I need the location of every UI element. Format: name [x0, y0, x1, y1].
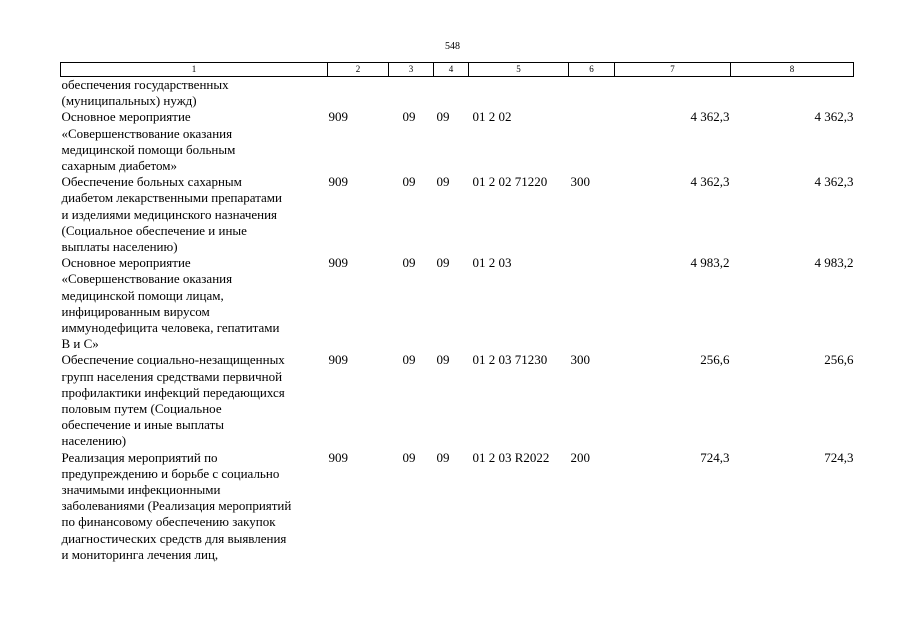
table-row: [61, 352, 854, 449]
table-row: [61, 174, 854, 255]
row-grbs: 909: [328, 255, 348, 271]
column-header-5: 5: [469, 63, 569, 77]
table-row: [61, 77, 854, 110]
row-subsection: [434, 77, 469, 110]
table-row: [61, 109, 854, 174]
row-grbs: 909: [328, 109, 348, 125]
row-description: Реализация мероприятий по предупреждению и борьбе с социально значимыми инфекционными заболеваниями (Реализация мероприятий по финансовому обеспечению закупок диагностических средств для выявления и мониторинга лечения лиц,: [61, 449, 292, 562]
row-sum-col8: 256,6: [824, 352, 854, 368]
row-description: Обеспечение больных сахарным диабетом лекарственными препаратами и изделиями медицинского назначения (Социальное обеспечение и иные выплаты населению): [61, 174, 282, 255]
page-number: 548: [445, 41, 460, 52]
table-header: [61, 63, 854, 77]
row-subsection: 09: [436, 352, 450, 368]
row-section: 09: [402, 174, 416, 190]
row-section: 09: [402, 109, 416, 125]
row-expense-type: 300: [570, 352, 590, 368]
column-header-6: 6: [569, 63, 615, 77]
row-target-article: 01 2 03 R2022: [472, 449, 550, 465]
row-description: Основное мероприятие «Совершенствование оказания медицинской помощи больным сахарным диабетом»: [61, 109, 236, 174]
row-target-article: 01 2 02: [472, 109, 512, 125]
row-sum-col8: 4 362,3: [814, 174, 854, 190]
row-sum-col8: 724,3: [824, 449, 854, 465]
column-header-4: 4: [434, 63, 469, 77]
row-expense-type: [569, 77, 615, 110]
row-subsection: 09: [436, 449, 450, 465]
row-target-article: 01 2 03: [472, 255, 512, 271]
row-description: Обеспечение социально-незащищенных групп населения средствами первичной профилактики инфекций передающихся половым путем (Социальное обеспечение и иные выплаты населению): [61, 352, 285, 449]
row-sum-col8: [731, 77, 854, 110]
table-body: [61, 77, 854, 564]
column-header-7: 7: [615, 63, 731, 77]
row-grbs: 909: [328, 174, 348, 190]
row-expense-type: 200: [570, 449, 590, 465]
row-expense-type: 300: [570, 174, 590, 190]
row-description: Основное мероприятие «Совершенствование оказания медицинской помощи лицам, инфицированным вирусом иммунодефицита человека, гепатитами В и С»: [61, 255, 280, 352]
row-sum-col7: [615, 77, 731, 110]
row-sum-col7: 724,3: [700, 449, 730, 465]
row-sum-col7: 4 362,3: [690, 174, 730, 190]
row-sum-col7: 4 983,2: [690, 255, 730, 271]
column-header-2: 2: [328, 63, 389, 77]
row-subsection: 09: [436, 109, 450, 125]
table-row: [61, 450, 854, 563]
row-target-article: 01 2 03 71230: [472, 352, 548, 368]
row-section: 09: [402, 255, 416, 271]
row-description: обеспечения государственных (муниципальных) нужд): [61, 77, 229, 109]
row-expense-type: [569, 109, 615, 174]
column-header-1: 1: [61, 63, 328, 77]
column-header-8: 8: [731, 63, 854, 77]
row-sum-col7: 256,6: [700, 352, 730, 368]
header-row: [61, 63, 854, 77]
table-row: [61, 255, 854, 352]
row-sum-col8: 4 362,3: [814, 109, 854, 125]
row-grbs: 909: [328, 449, 348, 465]
row-section: 09: [402, 449, 416, 465]
row-section: [389, 77, 434, 110]
budget-table: [60, 62, 854, 563]
row-sum-col8: 4 983,2: [814, 255, 854, 271]
column-header-3: 3: [389, 63, 434, 77]
row-target-article: [469, 77, 569, 110]
row-subsection: 09: [436, 174, 450, 190]
row-subsection: 09: [436, 255, 450, 271]
row-grbs: [328, 77, 389, 110]
row-section: 09: [402, 352, 416, 368]
row-expense-type: [569, 255, 615, 352]
row-grbs: 909: [328, 352, 348, 368]
row-sum-col7: 4 362,3: [690, 109, 730, 125]
row-target-article: 01 2 02 71220: [472, 174, 548, 190]
